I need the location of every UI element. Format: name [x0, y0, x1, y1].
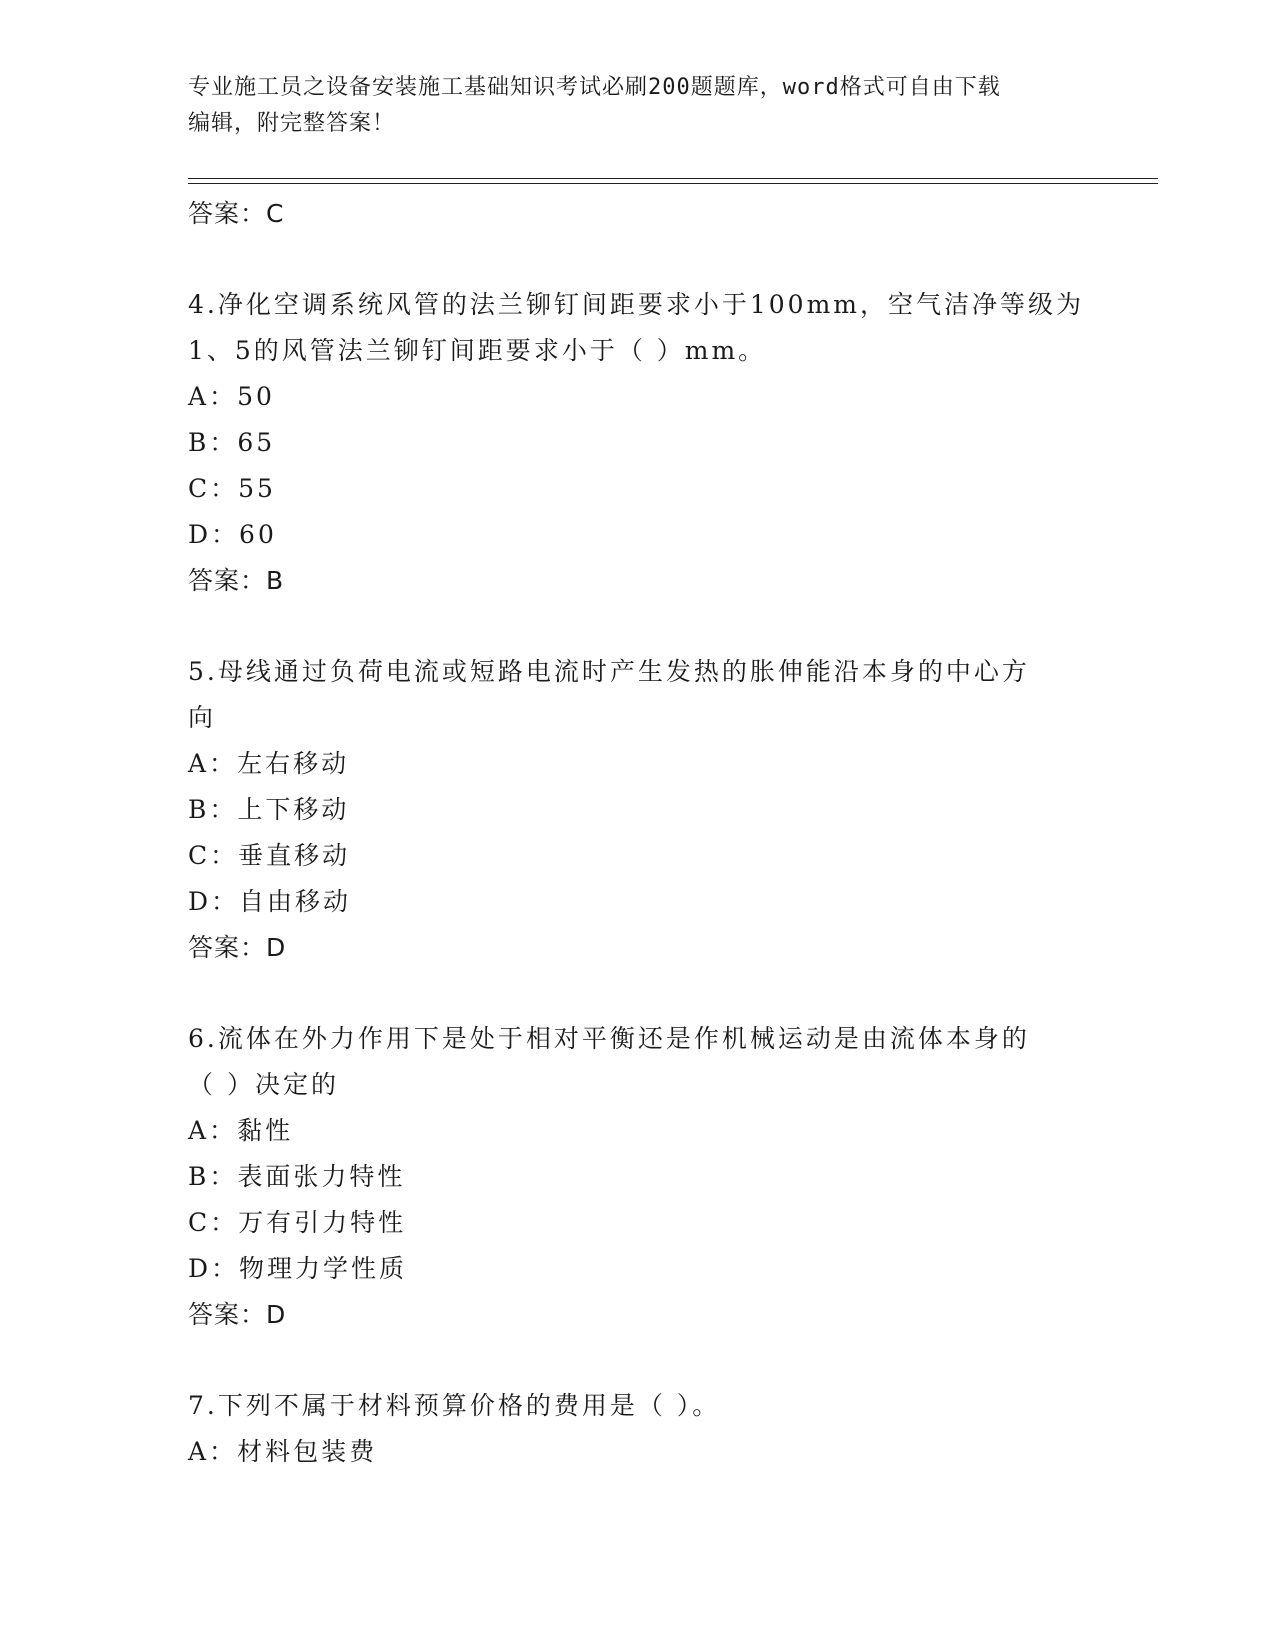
option-label: D： — [188, 887, 240, 916]
header-divider-top — [188, 178, 1158, 179]
option-label: D： — [188, 520, 240, 549]
question-text: 向 — [188, 703, 217, 732]
answer-value: B — [266, 566, 285, 595]
question-block — [188, 1016, 1088, 1338]
option-item — [188, 879, 1088, 925]
option-item — [188, 833, 1088, 879]
option-label: A： — [188, 1116, 238, 1145]
option-item — [188, 1200, 1088, 1246]
option-item — [188, 512, 1088, 558]
question-block — [188, 649, 1088, 971]
answer-line — [188, 558, 1088, 604]
option-label: C： — [188, 841, 239, 870]
option-label: B： — [188, 795, 238, 824]
option-text: 万有引力特性 — [238, 1208, 407, 1237]
answer-value: C — [266, 199, 285, 228]
option-text: 60 — [239, 520, 277, 549]
answer-line — [188, 1292, 1088, 1338]
option-item — [188, 741, 1088, 787]
answer-prefix: 答案： — [188, 1300, 267, 1329]
question-block — [188, 282, 1088, 604]
option-text: 50 — [237, 382, 275, 411]
option-text: 左右移动 — [237, 749, 350, 778]
question-text: 4.净化空调系统风管的法兰铆钉间距要求小于100mm，空气洁净等级为 — [188, 290, 1084, 319]
option-text: 黏性 — [237, 1116, 294, 1145]
question-text: 6.流体在外力作用下是处于相对平衡还是作机械运动是由流体本身的 — [188, 1024, 1030, 1053]
answer-line — [188, 925, 1088, 971]
option-text: 物理力学性质 — [239, 1254, 408, 1283]
option-text: 材料包装费 — [237, 1437, 378, 1466]
answer-value: D — [266, 1300, 287, 1329]
option-label: A： — [188, 749, 238, 778]
header-divider-bottom — [188, 183, 1158, 184]
option-text: 自由移动 — [239, 887, 352, 916]
option-text: 65 — [237, 428, 276, 457]
document-header — [188, 70, 1088, 142]
question-list — [188, 191, 1088, 1475]
question-block — [188, 1383, 1088, 1475]
option-label: C： — [188, 474, 239, 503]
answer-prefix: 答案： — [188, 199, 267, 228]
option-label: B： — [188, 428, 238, 457]
answer-prefix: 答案： — [188, 933, 267, 962]
option-text: 表面张力特性 — [237, 1162, 406, 1191]
option-label: C： — [188, 1208, 239, 1237]
option-item — [188, 1154, 1088, 1200]
option-item — [188, 1246, 1088, 1292]
answer-prefix: 答案： — [188, 566, 267, 595]
option-item — [188, 1429, 1088, 1475]
option-label: D： — [188, 1254, 240, 1283]
option-item — [188, 787, 1088, 833]
option-text: 上下移动 — [237, 795, 350, 824]
header-title-line-2: 编辑，附完整答案！ — [188, 111, 396, 136]
option-item — [188, 1108, 1088, 1154]
option-label: A： — [188, 1437, 238, 1466]
header-title-line-1: 专业施工员之设备安装施工基础知识考试必刷200题题库，word格式可自由下载 — [188, 75, 1001, 100]
question-text: （ ）决定的 — [188, 1070, 339, 1099]
option-text: 55 — [238, 474, 276, 503]
option-label: B： — [188, 1162, 238, 1191]
option-item — [188, 466, 1088, 512]
question-text: 1、5的风管法兰铆钉间距要求小于（ ）mm。 — [188, 336, 767, 365]
option-item — [188, 374, 1088, 420]
answer-line — [188, 191, 1088, 237]
option-label: A： — [188, 382, 238, 411]
question-text: 7.下列不属于材料预算价格的费用是（ ）。 — [188, 1391, 721, 1420]
option-text: 垂直移动 — [238, 841, 351, 870]
answer-value: D — [266, 933, 287, 962]
question-text: 5.母线通过负荷电流或短路电流时产生发热的胀伸能沿本身的中心方 — [188, 657, 1030, 686]
option-item — [188, 420, 1088, 466]
